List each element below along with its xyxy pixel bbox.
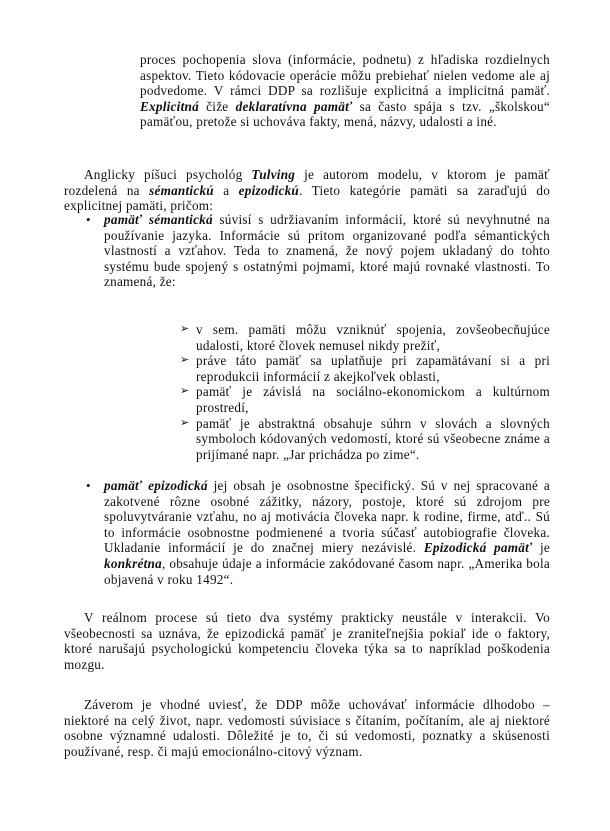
- arrow-bullet-icon: ➢: [180, 385, 190, 398]
- arrow-item-text: pamäť je abstraktná obsahuje súhrn v slovách a slovných symboloch kódovaných vedomostí, ktoré sú všeobecne známe a prijímané napr. „Jar prichádza po zime“.: [196, 415, 550, 462]
- arrow-bullet-icon: ➢: [180, 323, 190, 335]
- list-item: [180, 384, 550, 415]
- term-episodic-memory-2: Epizodická pamäť: [423, 540, 533, 556]
- tulving-text-1: Anglicky píšuci psychológ: [84, 167, 243, 182]
- episodic-text-2: je: [539, 540, 550, 556]
- list-item-episodic: [86, 478, 550, 587]
- term-episodic: epizodickú: [238, 182, 300, 198]
- conclusion-text: Záverom je vhodné uviesť, že DDP môže uchovávať informácie dlhodobo – niektoré na celý život, napr. vedomosti súvisiace s čítaním, počítaním, ale aj niektoré osobne významné udalosti. Dôležité je to, či sú vedomosti, poznatky a skúsenosti používané, resp. či majú emocionálno-citový význam.: [64, 697, 550, 759]
- episodic-text-1: jej obsah je osobnostne špecifický. Sú v nej spracované a zakotvené rôzne osobné zážitky, názory, postoje, ktoré sú zdrojom pre spoluvytváranie vzťahu, no aj motivácia človeka napr. k rodine, firme, atď.. Sú to informácie osobnostne podmienené a tvoria súčasť autobiografie človeka. Ukladanie informácií je do značnej miery nezávislé.: [104, 478, 550, 556]
- term-semantic: sémantickú: [149, 182, 214, 198]
- arrow-item-text: pamäť je závislá na sociálno-ekonomickom a kultúrnom prostredí,: [196, 384, 550, 415]
- tulving-paragraph: [64, 167, 550, 214]
- term-semantic-memory: pamäť sémantická: [104, 212, 213, 227]
- term-tulving: Tulving: [251, 167, 296, 182]
- arrow-bullet-icon: ➢: [180, 354, 190, 367]
- arrow-item-text: práve táto pamäť sa uplatňuje pri zapamätávaní si a pri reprodukcii informácií z akejkoľvek oblasti,: [196, 353, 550, 384]
- arrow-item-text: v sem. pamäti môžu vzniknúť spojenia, zovšeobecňujúce udalosti, ktoré človek nemusel nikdy prežiť,: [196, 322, 550, 353]
- bullet-icon: •: [86, 212, 91, 227]
- episodic-text-3: , obsahuje údaje a informácie zakódované časom napr. „Amerika bola objavená v roku 1492“.: [104, 555, 550, 587]
- tulving-text-2: je autorom modelu, v ktorom je pamäť rozdelená na: [64, 167, 551, 198]
- tulving-text-3: a: [223, 182, 230, 198]
- intro-text-3: sa často spája s tzv. „školskou“ pamäťou, pretože si uchováva fakty, mená, názvy, udalosti a iné.: [140, 98, 551, 130]
- real-text: V reálnom procese sú tieto dva systémy prakticky neustále v interakcii. Vo všeobecnosti sa uznáva, že epizodická pamäť je zraniteľnejšia pokiaľ ide o faktory, ktoré narušajú psychologickú kompetenciu človeka týka sa to napríklad poškodenia mozgu.: [64, 610, 550, 672]
- intro-paragraph: [140, 52, 550, 130]
- term-concrete: konkrétna: [104, 555, 162, 571]
- semantic-text: súvisí s udržiavaním informácií, ktoré sú nevyhnutné na používanie jazyka. Informácie sú pritom organizované podľa sémantických vlastností a vzťahov. Teda to znamená, že nový pojem ukladaný do tohto systému bude spojený s ostatnými pojmami, ktoré majú rovnaké vlastnosti. To znamená, že:: [104, 212, 551, 290]
- bullet-icon: •: [86, 478, 91, 493]
- term-explicit: Explicitná: [140, 98, 199, 114]
- list-item: [180, 322, 550, 353]
- term-episodic-memory: pamäť epizodická: [104, 478, 208, 493]
- list-item-semantic: [86, 212, 551, 290]
- real-process-paragraph: [64, 610, 550, 672]
- arrow-list: [180, 322, 550, 462]
- term-declarative: deklaratívna pamäť: [235, 98, 353, 114]
- tulving-text-4: . Tieto kategórie pamäti sa zaraďujú do explicitnej pamäti, pričom:: [64, 182, 551, 214]
- intro-text-1: proces pochopenia slova (informácie, podnetu) z hľadiska rozdielnych aspektov. Tieto kódovacie operácie môžu prebiehať nielen vedome ale aj podvedome. V rámci DDP sa rozlišuje explicitná a implicitná pamäť.: [140, 52, 550, 99]
- conclusion-paragraph: [64, 697, 550, 759]
- intro-text-2: čiže: [206, 98, 229, 114]
- list-item: [180, 416, 550, 463]
- arrow-bullet-icon: ➢: [180, 416, 190, 429]
- list-item: [180, 353, 550, 384]
